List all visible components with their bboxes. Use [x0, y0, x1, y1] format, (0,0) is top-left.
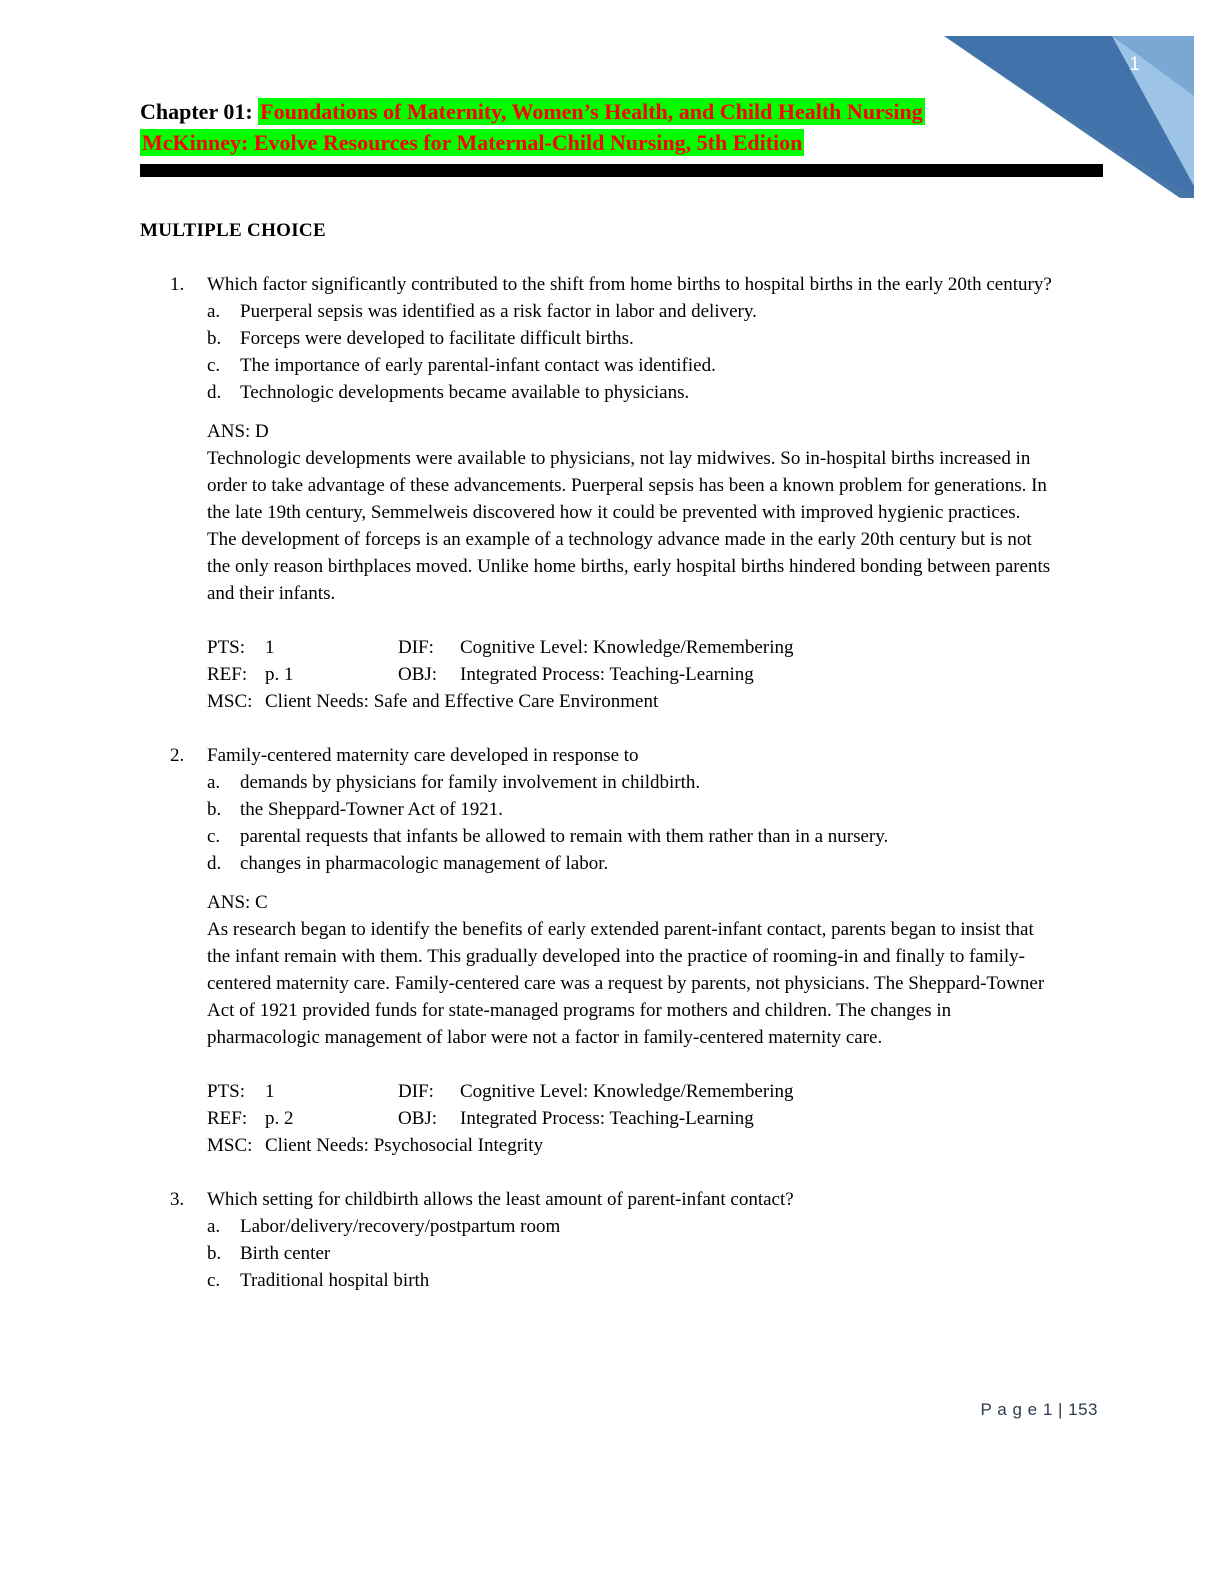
section-heading: MULTIPLE CHOICE: [140, 220, 326, 241]
meta-value-dif: Cognitive Level: Knowledge/Remembering: [460, 1081, 794, 1102]
document-title: [140, 96, 1103, 127]
question-body: [207, 1186, 1103, 1294]
meta-label-ref: REF:: [207, 1108, 248, 1129]
option-text: The importance of early parental-infant contact was identified.: [240, 355, 716, 376]
option-letter: b.: [207, 328, 222, 349]
question-number: 3.: [170, 1189, 185, 1210]
meta-label-obj: OBJ:: [398, 1108, 438, 1129]
meta-label-ref: REF:: [207, 664, 248, 685]
question-body: [207, 742, 1103, 1159]
meta-value-msc: Client Needs: Psychosocial Integrity: [265, 1135, 544, 1156]
meta-row: [207, 688, 1103, 715]
meta-value-obj: Integrated Process: Teaching-Learning: [460, 664, 754, 685]
option-letter: c.: [207, 826, 221, 847]
option-text: Forceps were developed to facilitate difficult births.: [240, 328, 634, 349]
option-text: Puerperal sepsis was identified as a risk factor in labor and delivery.: [240, 301, 757, 322]
question-list: [140, 271, 1103, 1294]
option-letter: c.: [207, 1270, 221, 1291]
subtitle-highlighted: McKinney: Evolve Resources for Maternal-Child Nursing, 5th Edition: [142, 130, 803, 155]
meta-row: [207, 634, 1103, 661]
option-a: [207, 298, 1103, 325]
meta-label-pts: PTS:: [207, 1081, 246, 1102]
option-letter: a.: [207, 1216, 221, 1237]
question-number: 1.: [170, 274, 185, 295]
option-letter: a.: [207, 772, 221, 793]
corner-page-number: 1: [1129, 54, 1140, 75]
meta-row: [207, 1132, 1103, 1159]
meta-value-obj: Integrated Process: Teaching-Learning: [460, 1108, 754, 1129]
meta-value-ref: p. 1: [265, 664, 294, 685]
meta-label-dif: DIF:: [398, 1081, 434, 1102]
page-footer: P a g e 1 | 153: [980, 1400, 1098, 1419]
meta-label-pts: PTS:: [207, 637, 246, 658]
option-text: Traditional hospital birth: [240, 1270, 430, 1291]
question-stem: Which factor significantly contributed to the shift from home births to hospital births in the early 20th century?: [207, 274, 1052, 295]
question-3: [140, 1186, 1103, 1294]
meta-value-pts: 1: [265, 637, 275, 658]
option-b: [207, 1240, 1103, 1267]
option-d: [207, 850, 1103, 877]
option-letter: b.: [207, 799, 222, 820]
divider-bar: [140, 164, 1103, 177]
meta-value-ref: p. 2: [265, 1108, 294, 1129]
meta-row: [207, 1105, 1103, 1132]
question-meta: [207, 634, 1103, 715]
question-1: [140, 271, 1103, 715]
meta-row: [207, 1078, 1103, 1105]
option-a: [207, 1213, 1103, 1240]
answer-line: ANS: C: [207, 892, 268, 913]
meta-label-msc: MSC:: [207, 1135, 253, 1156]
meta-value-pts: 1: [265, 1081, 275, 1102]
option-a: [207, 769, 1103, 796]
option-text: changes in pharmacologic management of labor.: [240, 853, 609, 874]
meta-value-msc: Client Needs: Safe and Effective Care Environment: [265, 691, 659, 712]
option-text: Technologic developments became available to physicians.: [240, 382, 690, 403]
option-text: Labor/delivery/recovery/postpartum room: [240, 1216, 561, 1237]
meta-label-dif: DIF:: [398, 637, 434, 658]
rationale-text: As research began to identify the benefits of early extended parent-infant contact, parents began to insist that the infant remain with them. This gradually developed into the practice of rooming-in and finally to family-centered maternity care. Family-centered care was a request by parents, not physicians. The Sheppard-Towner Act of 1921 provided funds for state-managed programs for mothers and children. The changes in pharmacologic management of labor were not a factor in family-centered maternity care.: [207, 919, 1045, 1048]
question-stem: Family-centered maternity care developed in response to: [207, 745, 639, 766]
title-highlighted: Foundations of Maternity, Women’s Health, and Child Health Nursing: [260, 99, 923, 124]
question-stem: Which setting for childbirth allows the least amount of parent-infant contact?: [207, 1189, 794, 1210]
option-text: parental requests that infants be allowed to remain with them rather than in a nursery.: [240, 826, 889, 847]
document-subtitle: [140, 127, 1103, 158]
rationale-text: Technologic developments were available to physicians, not lay midwives. So in-hospital births increased in order to take advantage of these advancements. Puerperal sepsis has been a known problem for generations. In the late 19th century, Semmelweis discovered how it could be prevented with improved hygienic practices. The development of forceps is an example of a technology advance made in the early 20th century but is not the only reason birthplaces moved. Unlike home births, early hospital births hindered bonding between parents and their infants.: [207, 448, 1051, 604]
option-text: the Sheppard-Towner Act of 1921.: [240, 799, 504, 820]
answer-line: ANS: D: [207, 421, 269, 442]
option-b: [207, 325, 1103, 352]
option-d: [207, 379, 1103, 406]
option-b: [207, 796, 1103, 823]
chapter-prefix: Chapter 01:: [140, 99, 259, 124]
meta-value-dif: Cognitive Level: Knowledge/Remembering: [460, 637, 794, 658]
document-content: [140, 96, 1103, 1294]
question-body: [207, 271, 1103, 715]
option-letter: a.: [207, 301, 221, 322]
question-number: 2.: [170, 745, 185, 766]
option-c: [207, 352, 1103, 379]
option-c: [207, 1267, 1103, 1294]
option-text: Birth center: [240, 1243, 331, 1264]
meta-row: [207, 661, 1103, 688]
option-letter: d.: [207, 853, 222, 874]
question-meta: [207, 1078, 1103, 1159]
option-letter: b.: [207, 1243, 222, 1264]
meta-label-msc: MSC:: [207, 691, 253, 712]
option-letter: d.: [207, 382, 222, 403]
option-text: demands by physicians for family involvement in childbirth.: [240, 772, 701, 793]
meta-label-obj: OBJ:: [398, 664, 438, 685]
option-letter: c.: [207, 355, 221, 376]
option-c: [207, 823, 1103, 850]
question-2: [140, 742, 1103, 1159]
